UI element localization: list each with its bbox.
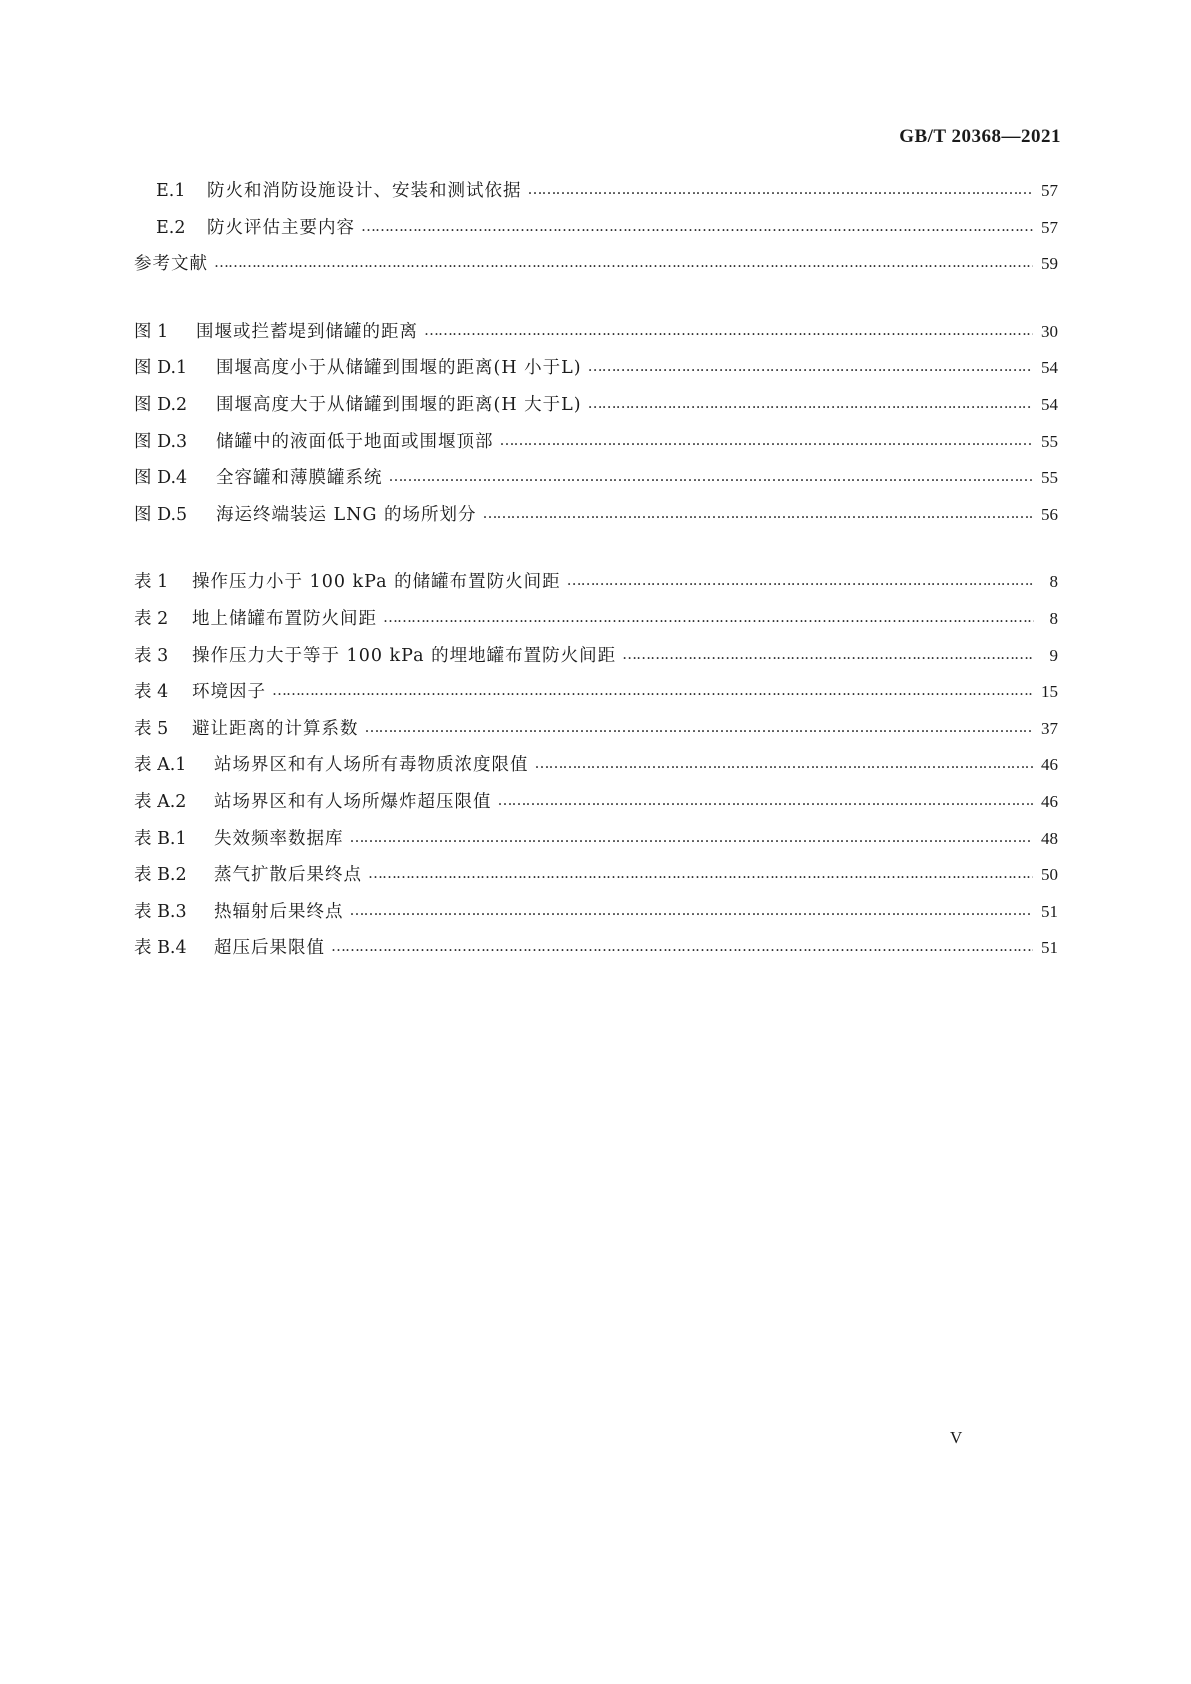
dot-leader (350, 826, 1034, 844)
page-number: V (950, 1428, 963, 1447)
table-entry[interactable] (134, 715, 1058, 752)
table-title: 避让距离的计算系数 (192, 718, 359, 739)
table-title: 超压后果限值 (214, 938, 325, 959)
table-title: 地上储罐布置防火间距 (192, 608, 377, 629)
table-entry[interactable] (134, 568, 1058, 605)
dot-leader (389, 466, 1034, 484)
table-number: 表 5 (134, 718, 169, 739)
figure-number: 图 D.4 (134, 468, 188, 489)
figure-page: 55 (1041, 468, 1058, 488)
figure-number: 图 D.5 (134, 504, 188, 525)
toc-entry-title: 防火和消防设施设计、安装和测试依据 (207, 181, 522, 201)
dot-leader (272, 680, 1033, 698)
toc-entry-references[interactable] (134, 250, 1058, 287)
dot-leader (424, 319, 1033, 337)
toc-entry-number: E.1 (156, 181, 186, 201)
figure-page: 54 (1041, 358, 1058, 378)
table-entry[interactable] (134, 934, 1058, 971)
table-title: 操作压力小于 100 kPa 的储罐布置防火间距 (192, 572, 561, 593)
dot-leader (214, 252, 1033, 270)
table-page: 48 (1041, 828, 1058, 848)
figure-number: 图 D.3 (134, 431, 188, 452)
table-entry[interactable] (134, 642, 1058, 679)
figure-title: 围堰或拦蓄堤到储罐的距离 (196, 321, 418, 342)
figure-entry[interactable] (134, 428, 1058, 465)
figure-title: 储罐中的液面低于地面或围堰顶部 (216, 431, 494, 452)
dot-leader (350, 899, 1034, 917)
figure-entry[interactable] (134, 464, 1058, 501)
table-entry[interactable] (134, 678, 1058, 715)
toc-entry-e2[interactable] (134, 214, 1058, 251)
figure-number: 图 D.2 (134, 394, 188, 415)
table-title: 失效频率数据库 (214, 828, 344, 849)
table-title: 蒸气扩散后果终点 (214, 865, 362, 886)
dot-leader (483, 502, 1033, 520)
table-number: 表 2 (134, 608, 169, 629)
toc-entry-title: 防火评估主要内容 (207, 217, 355, 238)
table-number: 表 B.4 (134, 938, 187, 959)
table-title: 热辐射后果终点 (214, 901, 344, 922)
table-title: 环境因子 (192, 682, 266, 703)
table-page: 46 (1041, 791, 1058, 811)
table-entry[interactable] (134, 861, 1058, 898)
toc-entry-page: 57 (1041, 217, 1058, 237)
figure-entry[interactable] (134, 501, 1058, 538)
figure-page: 54 (1041, 394, 1058, 414)
figure-title: 全容罐和薄膜罐系统 (216, 468, 383, 489)
table-title: 站场界区和有人场所有毒物质浓度限值 (214, 755, 529, 776)
figure-number: 图 1 (134, 321, 169, 342)
table-number: 表 1 (134, 572, 169, 593)
figure-entry[interactable] (134, 391, 1058, 428)
table-entry[interactable] (134, 788, 1058, 825)
figure-entry[interactable] (134, 318, 1058, 355)
table-number: 表 B.1 (134, 828, 187, 849)
table-title: 站场界区和有人场所爆炸超压限值 (214, 791, 492, 812)
dot-leader (528, 179, 1034, 197)
figure-page: 30 (1041, 321, 1058, 341)
dot-leader (535, 753, 1034, 771)
dot-leader (622, 643, 1034, 661)
figure-title: 海运终端装运 LNG 的场所划分 (216, 504, 477, 525)
dot-leader (368, 863, 1033, 881)
table-number: 表 B.3 (134, 901, 187, 922)
figure-number: 图 D.1 (134, 358, 188, 379)
dot-leader (365, 716, 1034, 734)
table-number: 表 B.2 (134, 865, 187, 886)
table-page: 8 (1049, 608, 1058, 628)
figure-title: 围堰高度小于从储罐到围堰的距离(H 小于L) (216, 358, 582, 379)
dot-leader (361, 215, 1033, 233)
standard-number: GB/T 20368—2021 (899, 126, 1061, 147)
figure-page: 55 (1041, 431, 1058, 451)
toc-entry-e1[interactable] (134, 177, 1058, 214)
dot-leader (588, 356, 1033, 374)
table-page: 15 (1041, 682, 1058, 702)
table-page: 51 (1041, 938, 1058, 958)
figure-page: 56 (1041, 504, 1058, 524)
toc-entry-number: E.2 (156, 217, 186, 238)
table-entry[interactable] (134, 825, 1058, 862)
table-page: 8 (1049, 572, 1058, 592)
dot-leader (498, 789, 1034, 807)
dot-leader (588, 392, 1033, 410)
table-page: 46 (1041, 755, 1058, 775)
table-number: 表 3 (134, 645, 169, 666)
table-page: 50 (1041, 865, 1058, 885)
toc-entry-page: 57 (1041, 181, 1058, 200)
figure-entry[interactable] (134, 354, 1058, 391)
table-number: 表 A.2 (134, 791, 187, 812)
toc-entry-title: 参考文献 (134, 254, 208, 275)
dot-leader (500, 429, 1034, 447)
dot-leader (331, 936, 1033, 954)
table-of-contents (134, 177, 1058, 971)
table-page: 9 (1049, 645, 1058, 665)
table-entry[interactable] (134, 898, 1058, 935)
table-entry[interactable] (134, 605, 1058, 642)
table-page: 51 (1041, 901, 1058, 921)
dot-leader (567, 570, 1034, 588)
toc-entry-page: 59 (1041, 254, 1058, 274)
table-entry[interactable] (134, 751, 1058, 788)
table-number: 表 4 (134, 682, 169, 703)
dot-leader (383, 606, 1034, 624)
table-number: 表 A.1 (134, 755, 187, 776)
table-title: 操作压力大于等于 100 kPa 的埋地罐布置防火间距 (192, 645, 617, 666)
table-page: 37 (1041, 718, 1058, 738)
figure-title: 围堰高度大于从储罐到围堰的距离(H 大于L) (216, 394, 582, 415)
